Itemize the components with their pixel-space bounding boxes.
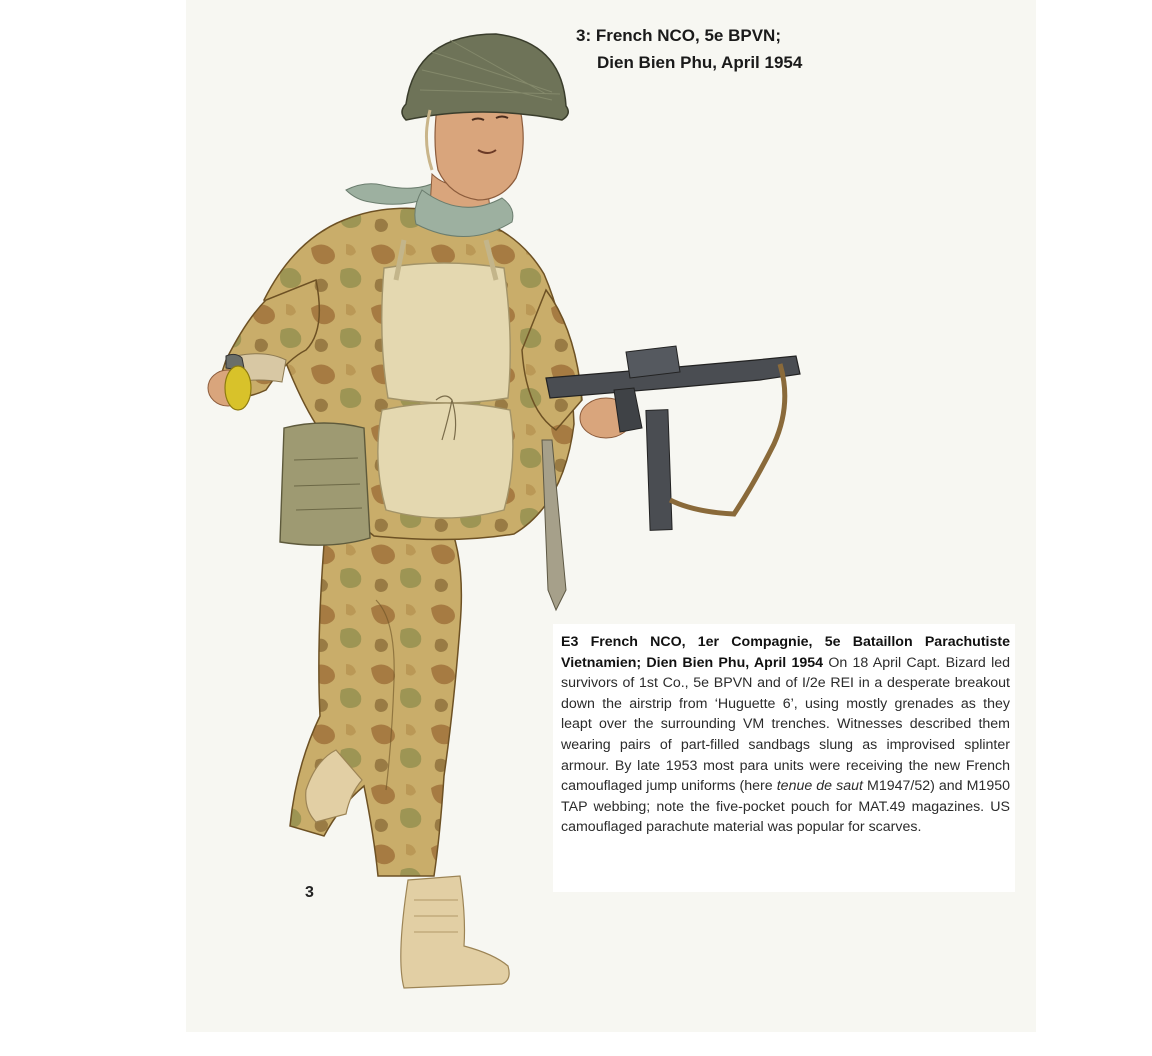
plate-title-line-1: 3: French NCO, 5e BPVN; [576, 26, 781, 45]
plate-title [576, 22, 802, 76]
caption-italic-term: tenue de saut [776, 778, 863, 795]
plate-title-line-2: Dien Bien Phu, April 1954 [597, 53, 803, 72]
caption-heading: E3 French NCO, 1er Compagnie, 5e Bataillon Parachutiste Vietnamien; Dien Bien Phu, April 1954 [561, 634, 1010, 671]
caption-body-part-1: On 18 April Capt. Bizard led survivors of 1st Co., 5e BPVN and of I/2e REI in a desperate breakout down the airstrip from ‘Huguette 6’, using mostly grenades as they leapt over the surrounding VM trenches. Witnesses described them wearing pairs of part-filled sandbags slung as improvised splinter armour. By late 1953 most para units were receiving the new French camouflaged jump uniforms (here [561, 654, 1011, 795]
caption-body-part-2: M1947/52) and M1950 TAP webbing; note the five-pocket pouch for MAT.49 magazines. US camouflaged parachute material was popular for scarves. [561, 778, 1010, 836]
figure-number: 3 [305, 884, 314, 901]
caption-text [561, 632, 1010, 838]
